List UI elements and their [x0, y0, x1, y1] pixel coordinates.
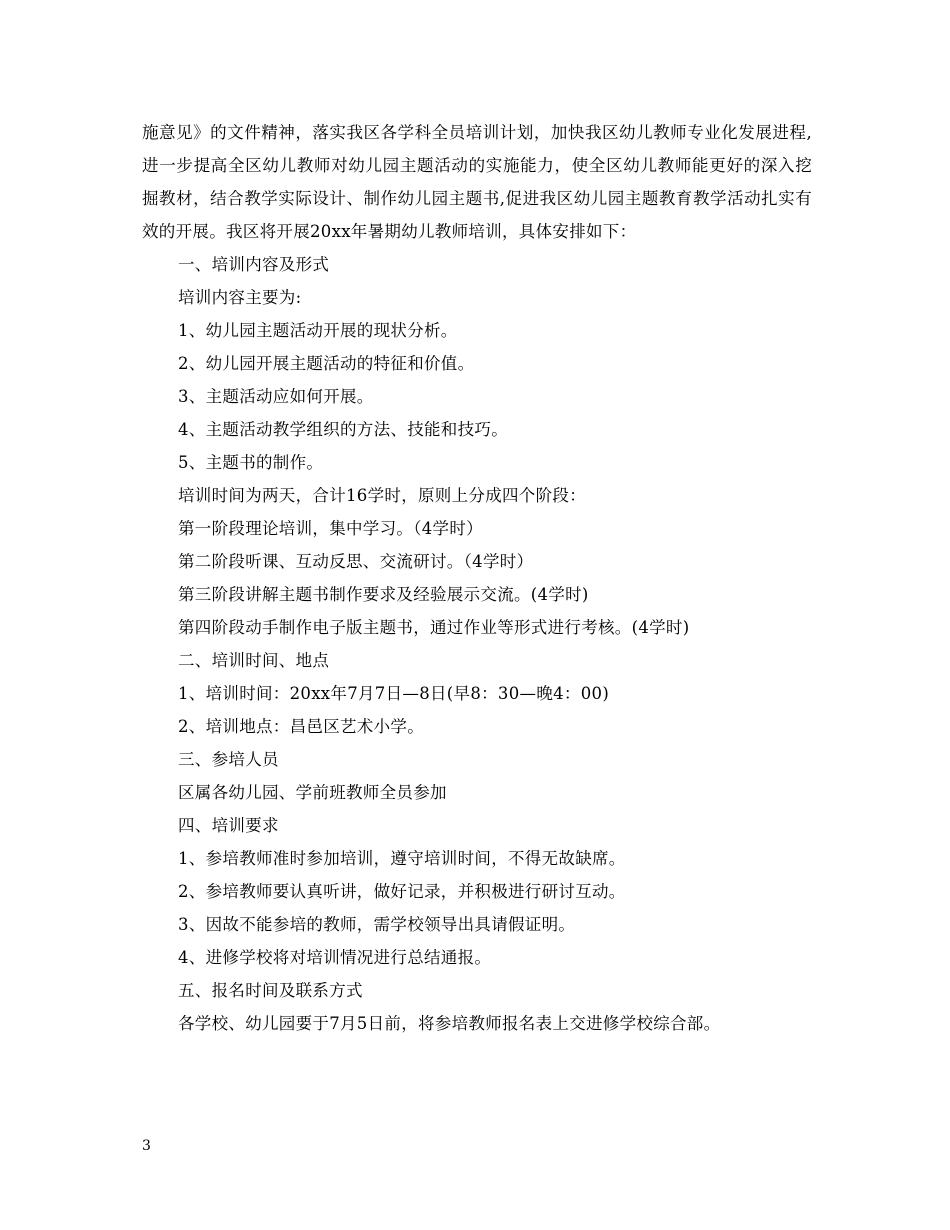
heading-registration: 五、报名时间及联系方式	[178, 981, 363, 1000]
paragraph-line: 各学校、幼儿园要于7月5日前，将参培教师报名表上交进修学校综合部。	[178, 1014, 721, 1033]
intro-paragraph: 施意见》的文件精神，落实我区各学科全员培训计划，加快我区幼儿教师专业化发展进程,进一步提高全区幼儿教师对幼儿园主题活动的实施能力，使全区幼儿教师能更好的深入挖掘教材，结合教学实际设计、制作幼儿园主题书,促进我区幼儿园主题教育教学活动扎实有效的开展。我区将开展20xx年暑期幼儿教师培训，具体安排如下：	[142, 123, 812, 241]
list-item: 2、培训地点：昌邑区艺术小学。	[178, 717, 424, 736]
list-item: 2、幼儿园开展主题活动的特征和价值。	[178, 354, 475, 373]
paragraph-line: 培训时间为两天，合计16学时，原则上分成四个阶段：	[178, 486, 586, 505]
stage-item: 第二阶段听课、互动反思、交流研讨。（4学时）	[178, 552, 534, 571]
list-item: 3、因故不能参培的教师，需学校领导出具请假证明。	[178, 915, 576, 934]
stage-item: 第四阶段动手制作电子版主题书，通过作业等形式进行考核。(4学时)	[178, 618, 690, 637]
list-item: 5、主题书的制作。	[178, 453, 324, 472]
list-item: 1、参培教师准时参加培训，遵守培训时间，不得无故缺席。	[178, 849, 626, 868]
list-item: 2、参培教师要认真听讲，做好记录，并积极进行研讨互动。	[178, 882, 626, 901]
list-item: 4、主题活动教学组织的方法、技能和技巧。	[178, 420, 508, 439]
list-item: 1、培训时间：20xx年7月7日—8日(早8：30—晚4：00)	[178, 684, 610, 703]
list-item: 4、进修学校将对培训情况进行总结通报。	[178, 948, 492, 967]
paragraph-line: 区属各幼儿园、学前班教师全员参加	[178, 783, 447, 802]
heading-training-content: 一、培训内容及形式	[178, 255, 330, 274]
list-item: 1、幼儿园主题活动开展的现状分析。	[178, 321, 458, 340]
stage-item: 第三阶段讲解主题书制作要求及经验展示交流。(4学时)	[178, 585, 589, 604]
paragraph-line: 培训内容主要为:	[178, 288, 302, 307]
list-item: 3、主题活动应如何开展。	[178, 387, 374, 406]
heading-time-location: 二、培训时间、地点	[178, 651, 330, 670]
heading-participants: 三、参培人员	[178, 750, 279, 769]
stage-item: 第一阶段理论培训，集中学习。（4学时）	[178, 519, 483, 538]
document-body	[142, 116, 812, 1040]
heading-requirements: 四、培训要求	[178, 816, 279, 835]
page-number: 3	[142, 1138, 151, 1154]
